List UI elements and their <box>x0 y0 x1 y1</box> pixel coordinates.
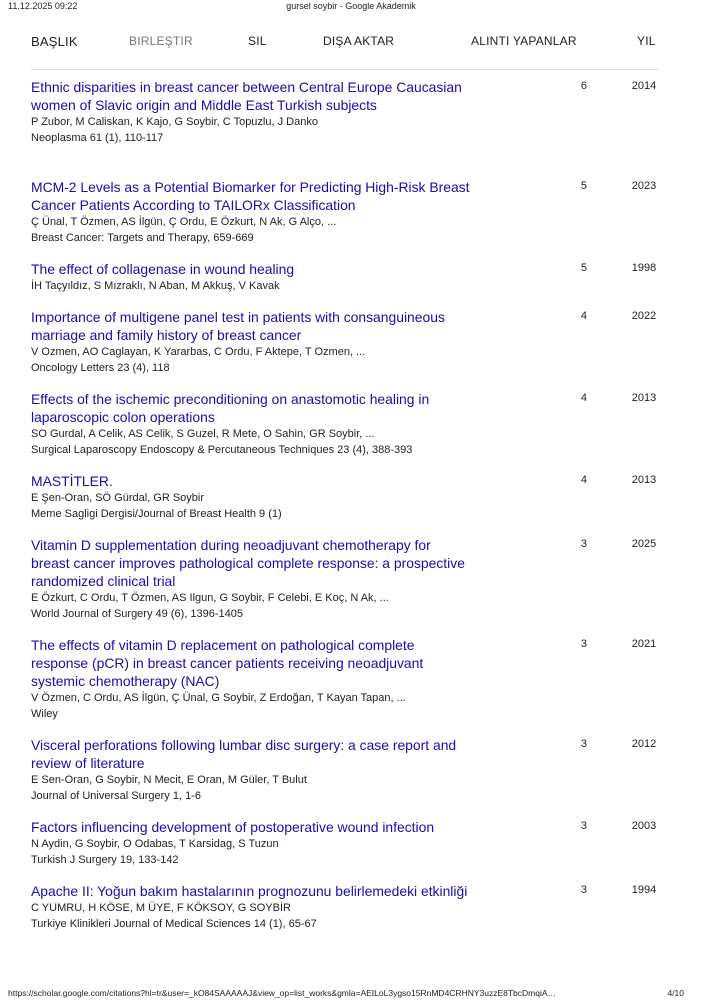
article-title-link[interactable]: Importance of multigene panel test in patients with consanguineous marriage and family history of breast cancer <box>31 309 445 343</box>
print-footer <box>0 988 702 1000</box>
article-title-link[interactable]: Vitamin D supplementation during neoadjuvant chemotherapy for breast cancer improves pathological complete response: a prospective randomized clinical trial <box>31 537 465 589</box>
export-button[interactable]: DIŞA AKTAR <box>323 34 395 48</box>
article-cited-by-count[interactable]: 4 <box>580 392 587 404</box>
article-venue: Breast Cancer: Targets and Therapy, 659-669 <box>31 232 254 244</box>
article-cited-by-count[interactable]: 3 <box>580 884 587 896</box>
article-authors: V Ozmen, AO Caglayan, K Yararbas, C Ordu, F Aktepe, T Ozmen, ... <box>31 346 366 358</box>
article-cited-by-count[interactable]: 4 <box>580 474 587 486</box>
article-authors: Ç Ünal, T Özmen, AS İlgün, Ç Ordu, E Özkurt, N Ak, G Alço, ... <box>31 216 337 228</box>
article-cited-by-count[interactable]: 3 <box>580 538 587 550</box>
article-year: 2025 <box>631 538 657 550</box>
delete-button[interactable]: SIL <box>248 34 267 48</box>
article-year: 2003 <box>631 820 657 832</box>
article-venue: Oncology Letters 23 (4), 118 <box>31 362 170 374</box>
article-cited-by-count[interactable]: 3 <box>580 820 587 832</box>
article-title-link[interactable]: Visceral perforations following lumbar disc surgery: a case report and review of literature <box>31 737 457 771</box>
article-authors: C YUMRU, H KÖSE, M ÜYE, F KÖKSOY, G SOYBİR <box>31 902 291 914</box>
article-title-link[interactable]: Factors influencing development of postoperative wound infection <box>31 819 435 835</box>
article-year: 2014 <box>631 80 657 92</box>
article-row <box>31 636 661 736</box>
article-cited-by-count[interactable]: 3 <box>580 638 587 650</box>
article-year: 2021 <box>631 638 657 650</box>
article-row <box>31 818 661 882</box>
article-year: 1998 <box>631 262 657 274</box>
print-page-title: gursel soybir - Google Akademik <box>286 1 416 11</box>
article-year: 2022 <box>631 310 657 322</box>
article-title-link[interactable]: The effect of collagenase in wound healing <box>31 261 295 277</box>
article-list <box>31 78 661 964</box>
header-divider <box>31 69 659 70</box>
article-row <box>31 390 661 472</box>
article-row <box>31 260 661 308</box>
article-cited-by-count[interactable]: 3 <box>580 738 587 750</box>
print-date: 11.12.2025 09:22 <box>8 1 78 11</box>
article-row <box>31 178 661 260</box>
article-row <box>31 308 661 390</box>
article-authors: E Özkurt, C Ordu, T Özmen, AS Ilgun, G Soybir, F Celebi, E Koç, N Ak, ... <box>31 592 389 604</box>
article-row <box>31 882 661 964</box>
sort-by-cited-button[interactable]: ALINTI YAPANLAR <box>471 34 577 48</box>
article-venue: Wiley <box>31 708 58 720</box>
article-year: 2012 <box>631 738 657 750</box>
article-authors: SO Gurdal, A Celik, AS Celik, S Guzel, R Mete, O Sahin, GR Soybir, ... <box>31 428 375 440</box>
article-title-link[interactable]: The effects of vitamin D replacement on pathological complete response (pCR) in breast cancer patients receiving neoadjuvant systemic chemotherapy (NAC) <box>31 637 424 689</box>
article-year: 2023 <box>631 180 657 192</box>
article-venue: Turkish J Surgery 19, 133-142 <box>31 854 179 866</box>
article-cited-by-count[interactable]: 5 <box>580 262 587 274</box>
sort-by-title-button[interactable]: BAŞLIK <box>31 34 78 49</box>
article-title-link[interactable]: MCM-2 Levels as a Potential Biomarker for Predicting High-Risk Breast Cancer Patients According to TAILORx Classification <box>31 179 470 213</box>
article-venue: Surgical Laparoscopy Endoscopy & Percutaneous Techniques 23 (4), 388-393 <box>31 444 413 456</box>
article-venue: Meme Sagligi Dergisi/Journal of Breast Health 9 (1) <box>31 508 282 520</box>
article-cited-by-count[interactable]: 6 <box>580 80 587 92</box>
print-page-number: 4/10 <box>667 988 684 998</box>
article-authors: V Özmen, C Ordu, AS İlgün, Ç Ünal, G Soybir, Z Erdoğan, T Kayan Tapan, ... <box>31 692 406 704</box>
print-header <box>0 0 702 14</box>
article-authors: P Zubor, M Caliskan, K Kajo, G Soybir, C Topuzlu, J Danko <box>31 116 318 128</box>
article-authors: E Sen-Oran, G Soybir, N Mecit, E Oran, M Güler, T Bulut <box>31 774 307 786</box>
article-year: 2013 <box>631 474 657 486</box>
article-row <box>31 536 661 636</box>
sort-by-year-button[interactable]: YIL <box>637 34 656 48</box>
column-header-toolbar <box>31 34 671 58</box>
article-venue: Journal of Universal Surgery 1, 1-6 <box>31 790 201 802</box>
article-authors: İH Taçyıldız, S Mızraklı, N Aban, M Akkuş, V Kavak <box>31 280 280 292</box>
article-venue: Turkiye Klinikleri Journal of Medical Sciences 14 (1), 65-67 <box>31 918 317 930</box>
article-venue: World Journal of Surgery 49 (6), 1396-1405 <box>31 608 243 620</box>
article-cited-by-count[interactable]: 4 <box>580 310 587 322</box>
merge-button[interactable]: BIRLEŞTIR <box>129 34 193 48</box>
article-year: 2013 <box>631 392 657 404</box>
article-year: 1994 <box>631 884 657 896</box>
article-title-link[interactable]: MASTİTLER. <box>31 473 113 489</box>
article-title-link[interactable]: Effects of the ischemic preconditioning on anastomotic healing in laparoscopic colon operations <box>31 391 430 425</box>
article-row <box>31 736 661 818</box>
print-url: https://scholar.google.com/citations?hl=tr&user=_kO84SAAAAAJ&view_op=list_works&gmla=AEILoL3ygso15RnMD4CRHNY3uzzE8TbcDmqiA… <box>8 988 557 998</box>
article-row <box>31 472 661 536</box>
article-cited-by-count[interactable]: 5 <box>580 180 587 192</box>
article-title-link[interactable]: Apache II: Yoğun bakım hastalarının prognozunu belirlemedeki etkinliği <box>31 883 468 899</box>
article-row <box>31 78 661 178</box>
article-title-link[interactable]: Ethnic disparities in breast cancer between Central Europe Caucasian women of Slavic origin and Middle East Turkish subjects <box>31 79 462 113</box>
article-authors: N Aydin, G Soybir, O Odabas, T Karsidag, S Tuzun <box>31 838 279 850</box>
article-venue: Neoplasma 61 (1), 110-117 <box>31 132 164 144</box>
article-authors: E Şen-Oran, SÖ Gürdal, GR Soybir <box>31 492 205 504</box>
